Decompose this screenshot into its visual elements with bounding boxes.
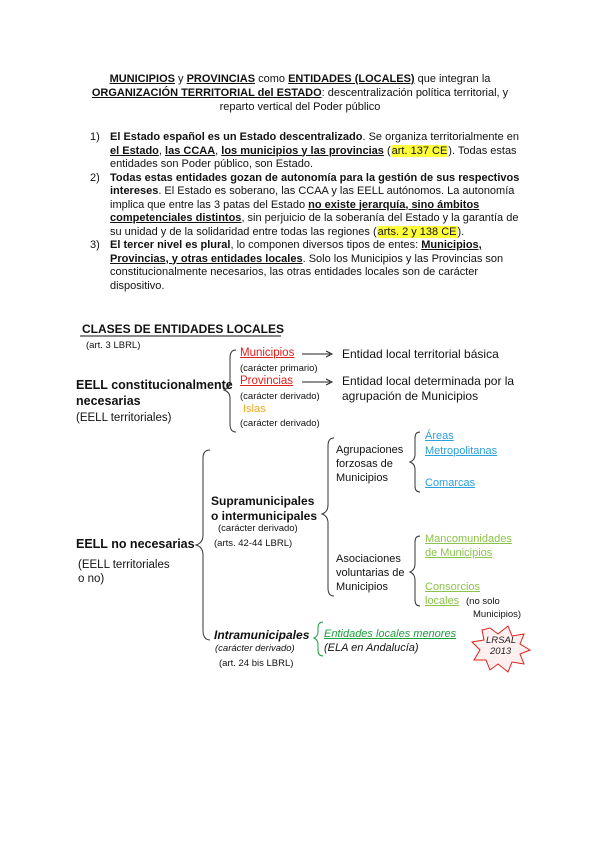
supra-note: (carácter derivado) xyxy=(218,523,298,534)
intra: Intramunicipales xyxy=(214,628,310,642)
stamp-text-1: LRSAL xyxy=(486,635,517,646)
item-bold-underlined: el Estado xyxy=(110,144,159,157)
title-municipios: MUNICIPIOS xyxy=(109,73,175,85)
title-text: que integran la xyxy=(414,73,491,85)
islas-note: (carácter derivado) xyxy=(240,418,320,429)
list-number: 2) xyxy=(90,171,100,184)
item-text: , sin perjuicio de la soberanía del Estado y la garantía de su unidad y de la solidaridad entre todas las regiones ( xyxy=(110,212,519,238)
title-provincias: PROVINCIAS xyxy=(186,73,256,85)
item-text: . El Estado es soberano, las CCAA y las EELL autónomos. La autonomía implica que entre las 3 patas del Estado xyxy=(110,185,515,211)
provincias-desc-2: agrupación de Municipios xyxy=(342,389,479,403)
const-title-1: EELL constitucionalmente xyxy=(76,378,233,392)
manc-2: de Municipios xyxy=(425,547,493,559)
diagram-heading: CLASES DE ENTIDADES LOCALES xyxy=(82,322,285,336)
item-text: , lo componen diversos tipos de entes: xyxy=(230,239,422,251)
item-text: . Se organiza territorialmente en xyxy=(362,131,519,143)
title-text: como xyxy=(255,73,289,85)
stamp-text-2: 2013 xyxy=(490,646,512,657)
provincias-desc-1: Entidad local determinada por la xyxy=(342,374,515,388)
item-bold-underlined: no existe jerarquía, sino ámbitos competenciales distintos xyxy=(110,198,480,224)
areas-1: Áreas xyxy=(425,430,454,442)
item-bold: El tercer nivel es plural xyxy=(110,239,231,251)
item-text: ). Todas estas entidades son Poder público, son Estado. xyxy=(110,144,517,170)
supra-1: Supramunicipales xyxy=(211,494,315,508)
item-bold-underlined: las CCAA xyxy=(165,144,216,157)
brace-agrupaciones xyxy=(410,432,420,492)
ela-2: (ELA en Andalucía) xyxy=(324,642,419,654)
municipios-desc: Entidad local territorial básica xyxy=(342,347,499,361)
islas-label: Islas xyxy=(243,403,266,415)
title-text: y xyxy=(174,73,187,85)
item-text: . Solo los Municipios y las Provincias son constitucionalmente necesarios, las otras entidades locales son de carácter dispositivo. xyxy=(110,252,504,292)
municipios-note: (carácter primario) xyxy=(240,363,318,374)
item-bold-underlined: los municipios y las provincias xyxy=(221,144,384,157)
agrup-3: Municipios xyxy=(336,472,388,484)
brace-supramunicipales xyxy=(322,438,334,596)
intra-note: (carácter derivado) xyxy=(215,643,295,654)
intra-ref: (art. 24 bis LBRL) xyxy=(219,658,294,669)
provincias-note: (carácter derivado) xyxy=(240,391,320,402)
cons-2: locales xyxy=(425,595,460,607)
heading-ref: (art. 3 LBRL) xyxy=(86,340,141,351)
highlight-article: art. 137 CE xyxy=(391,144,448,157)
asoc-3: Municipios xyxy=(336,581,388,593)
manc-1: Mancomunidades xyxy=(425,533,512,545)
highlight-article: arts. 2 y 138 CE xyxy=(377,225,457,238)
cons-1: Consorcios xyxy=(425,581,481,593)
asoc-1: Asociaciones xyxy=(336,553,401,565)
brace-asociaciones xyxy=(410,536,420,606)
const-sub: (EELL territoriales) xyxy=(76,412,172,424)
asoc-2: voluntarias de xyxy=(336,567,405,579)
title-text: : descentralización política territorial, y xyxy=(321,87,509,99)
cons-note-2: Municipios) xyxy=(473,609,522,620)
municipios-label: Municipios xyxy=(240,347,295,359)
agrup-2: forzosas de xyxy=(336,458,393,470)
comarcas: Comarcas xyxy=(425,477,476,489)
agrup-1: Agrupaciones xyxy=(336,444,404,456)
item-text: , xyxy=(158,144,166,157)
brace-intramunicipales xyxy=(314,622,323,656)
supra-ref: (arts. 42-44 LBRL) xyxy=(214,538,293,549)
nonec-sub-2: o no) xyxy=(78,573,105,585)
item-bold: Todas estas entidades gozan de autonomía para la gestión de sus respectivos intereses xyxy=(110,171,520,197)
item-text: ). xyxy=(457,225,465,238)
title-entidades: ENTIDADES (LOCALES) xyxy=(288,73,415,85)
ela-1: Entidades locales menores xyxy=(324,628,457,640)
item-bold-underlined: Municipios, Provincias, y otras entidades locales xyxy=(110,239,482,265)
nonec-title: EELL no necesarias xyxy=(76,537,195,551)
item-bold: El Estado español es un Estado descentralizado xyxy=(110,131,363,143)
title-organizacion: ORGANIZACIÓN TERRITORIAL del ESTADO xyxy=(91,87,322,99)
item-text: , xyxy=(215,144,222,157)
list-number: 1) xyxy=(90,131,100,143)
nonec-sub-1: (EELL territoriales xyxy=(78,559,170,571)
cons-note-1: (no solo xyxy=(466,596,500,607)
areas-2: Metropolitanas xyxy=(425,445,498,457)
supra-2: o intermunicipales xyxy=(211,509,318,523)
provincias-label: Provincias xyxy=(240,375,294,387)
const-title-2: necesarias xyxy=(76,394,141,408)
title-line-3: reparto vertical del Poder público xyxy=(219,101,381,113)
brace-no-necesarias xyxy=(196,450,210,640)
list-number: 3) xyxy=(90,239,100,251)
item-text: ( xyxy=(383,144,391,157)
